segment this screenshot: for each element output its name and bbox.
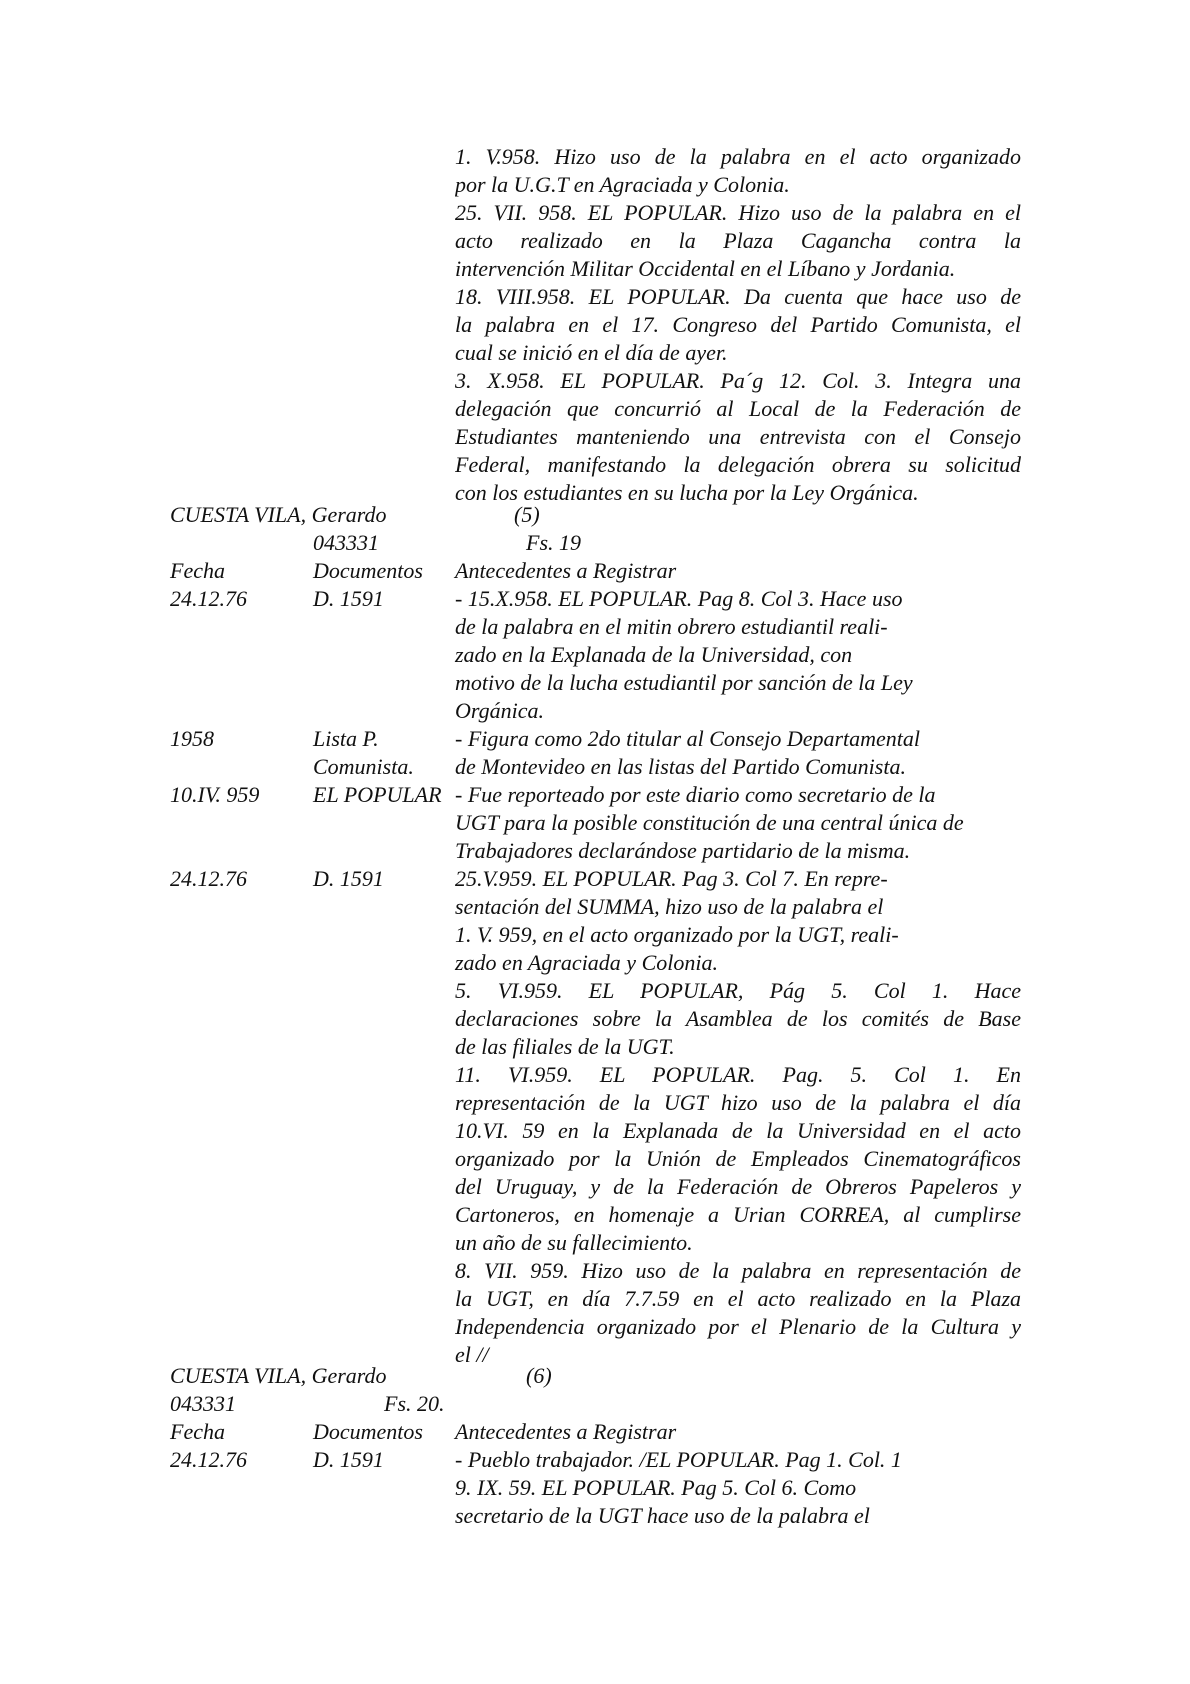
- record-page-number-2: (6): [526, 1363, 552, 1388]
- column-header-documentos-1: Documentos: [313, 558, 423, 583]
- row-antecedente-line: de la palabra en el mitin obrero estudiantil reali-: [455, 614, 888, 639]
- entry-line: por la U.G.T en Agraciada y Colonia.: [455, 172, 790, 197]
- record-file-number-2: 043331: [170, 1391, 236, 1416]
- entry-line: 5. VI.959. EL POPULAR, Pág 5. Col 1. Hace: [455, 978, 1021, 1003]
- record-page-number-1: (5): [514, 502, 540, 527]
- row-antecedente-line: UGT para la posible constitución de una central única de: [455, 810, 964, 835]
- row-antecedente-line: secretario de la UGT hace uso de la palabra el: [455, 1503, 870, 1528]
- row-antecedente-line: motivo de la lucha estudiantil por sanción de la Ley: [455, 670, 913, 695]
- entry-line: 3. X.958. EL POPULAR. Pa´g 12. Col. 3. Integra una: [455, 368, 1021, 393]
- row-antecedente-line: de Montevideo en las listas del Partido Comunista.: [455, 754, 906, 779]
- entry-line: la palabra en el 17. Congreso del Partido Comunista, el: [455, 312, 1021, 337]
- row-fecha: 10.IV. 959: [170, 782, 260, 807]
- record-file-number-1: 043331: [313, 530, 379, 555]
- record-folio-2: Fs. 20.: [384, 1391, 445, 1416]
- top-entries: [455, 143, 1021, 507]
- row-antecedente-line: sentación del SUMMA, hizo uso de la palabra el: [455, 894, 884, 919]
- record-name-1: CUESTA VILA, Gerardo: [170, 502, 387, 527]
- entry-line: de las filiales de la UGT.: [455, 1034, 675, 1059]
- entry-line: con los estudiantes en su lucha por la Ley Orgánica.: [455, 480, 919, 505]
- entry-line: la UGT, en día 7.7.59 en el acto realizado en la Plaza: [455, 1286, 1021, 1311]
- entry-line: 8. VII. 959. Hizo uso de la palabra en representación de: [455, 1258, 1021, 1283]
- row-antecedente-line: Orgánica.: [455, 698, 545, 723]
- entry-line: Estudiantes manteniendo una entrevista con el Consejo: [455, 424, 1021, 449]
- entry-line: declaraciones sobre la Asamblea de los comités de Base: [455, 1006, 1021, 1031]
- row-antecedente-line: zado en la Explanada de la Universidad, con: [455, 642, 853, 667]
- entry-line: Federal, manifestando la delegación obrera su solicitud: [455, 452, 1021, 477]
- row-documento: D. 1591: [313, 1447, 384, 1472]
- row-antecedente-line: Trabajadores declarándose partidario de la misma.: [455, 838, 911, 863]
- row-antecedente-line: - Pueblo trabajador. /EL POPULAR. Pag 1. Col. 1: [455, 1447, 902, 1472]
- column-header-fecha-1: Fecha: [170, 558, 225, 583]
- row-antecedente-line: 9. IX. 59. EL POPULAR. Pag 5. Col 6. Como: [455, 1475, 857, 1500]
- entry-line: cual se inició en el día de ayer.: [455, 340, 728, 365]
- mid-entries: [455, 977, 1021, 1369]
- row-documento: Lista P.: [313, 726, 379, 751]
- row-antecedente-line: 25.V.959. EL POPULAR. Pag 3. Col 7. En repre-: [455, 866, 888, 891]
- column-header-antecedentes-2: Antecedentes a Registrar: [455, 1419, 677, 1444]
- column-header-documentos-2: Documentos: [313, 1419, 423, 1444]
- row-documento: D. 1591: [313, 866, 384, 891]
- entry-line: representación de la UGT hizo uso de la palabra el día: [455, 1090, 1021, 1115]
- entry-line: del Uruguay, y de la Federación de Obreros Papeleros y: [455, 1174, 1021, 1199]
- entry-line: el //: [455, 1342, 489, 1367]
- entry-line: organizado por la Unión de Empleados Cinematográficos: [455, 1146, 1021, 1171]
- entry-line: 10.VI. 59 en la Explanada de la Universidad en el acto: [455, 1118, 1021, 1143]
- column-header-antecedentes-1: Antecedentes a Registrar: [455, 558, 677, 583]
- row-antecedente-line: - Figura como 2do titular al Consejo Departamental: [455, 726, 921, 751]
- record-folio-1: Fs. 19: [526, 530, 581, 555]
- entry-line: acto realizado en la Plaza Cagancha contra la: [455, 228, 1021, 253]
- entry-line: 1. V.958. Hizo uso de la palabra en el acto organizado: [455, 144, 1021, 169]
- row-documento: EL POPULAR: [313, 782, 442, 807]
- entry-line: 25. VII. 958. EL POPULAR. Hizo uso de la palabra en el: [455, 200, 1021, 225]
- entry-line: 11. VI.959. EL POPULAR. Pag. 5. Col 1. En: [455, 1062, 1021, 1087]
- entry-line: un año de su fallecimiento.: [455, 1230, 693, 1255]
- entry-line: Independencia organizado por el Plenario de la Cultura y: [455, 1314, 1021, 1339]
- column-header-fecha-2: Fecha: [170, 1419, 225, 1444]
- row-antecedente-line: - Fue reporteado por este diario como secretario de la: [455, 782, 936, 807]
- entry-line: delegación que concurrió al Local de la Federación de: [455, 396, 1021, 421]
- row-documento: Comunista.: [313, 754, 414, 779]
- row-antecedente-line: - 15.X.958. EL POPULAR. Pag 8. Col 3. Hace uso: [455, 586, 903, 611]
- row-antecedente-line: zado en Agraciada y Colonia.: [455, 950, 718, 975]
- record-name-2: CUESTA VILA, Gerardo: [170, 1363, 387, 1388]
- row-fecha: 1958: [170, 726, 214, 751]
- row-fecha: 24.12.76: [170, 1447, 247, 1472]
- entry-line: Cartoneros, en homenaje a Urian CORREA, al cumplirse: [455, 1202, 1021, 1227]
- row-fecha: 24.12.76: [170, 586, 247, 611]
- row-fecha: 24.12.76: [170, 866, 247, 891]
- entry-line: 18. VIII.958. EL POPULAR. Da cuenta que hace uso de: [455, 284, 1021, 309]
- row-documento: D. 1591: [313, 586, 384, 611]
- entry-line: intervención Militar Occidental en el Líbano y Jordania.: [455, 256, 956, 281]
- row-antecedente-line: 1. V. 959, en el acto organizado por la UGT, reali-: [455, 922, 899, 947]
